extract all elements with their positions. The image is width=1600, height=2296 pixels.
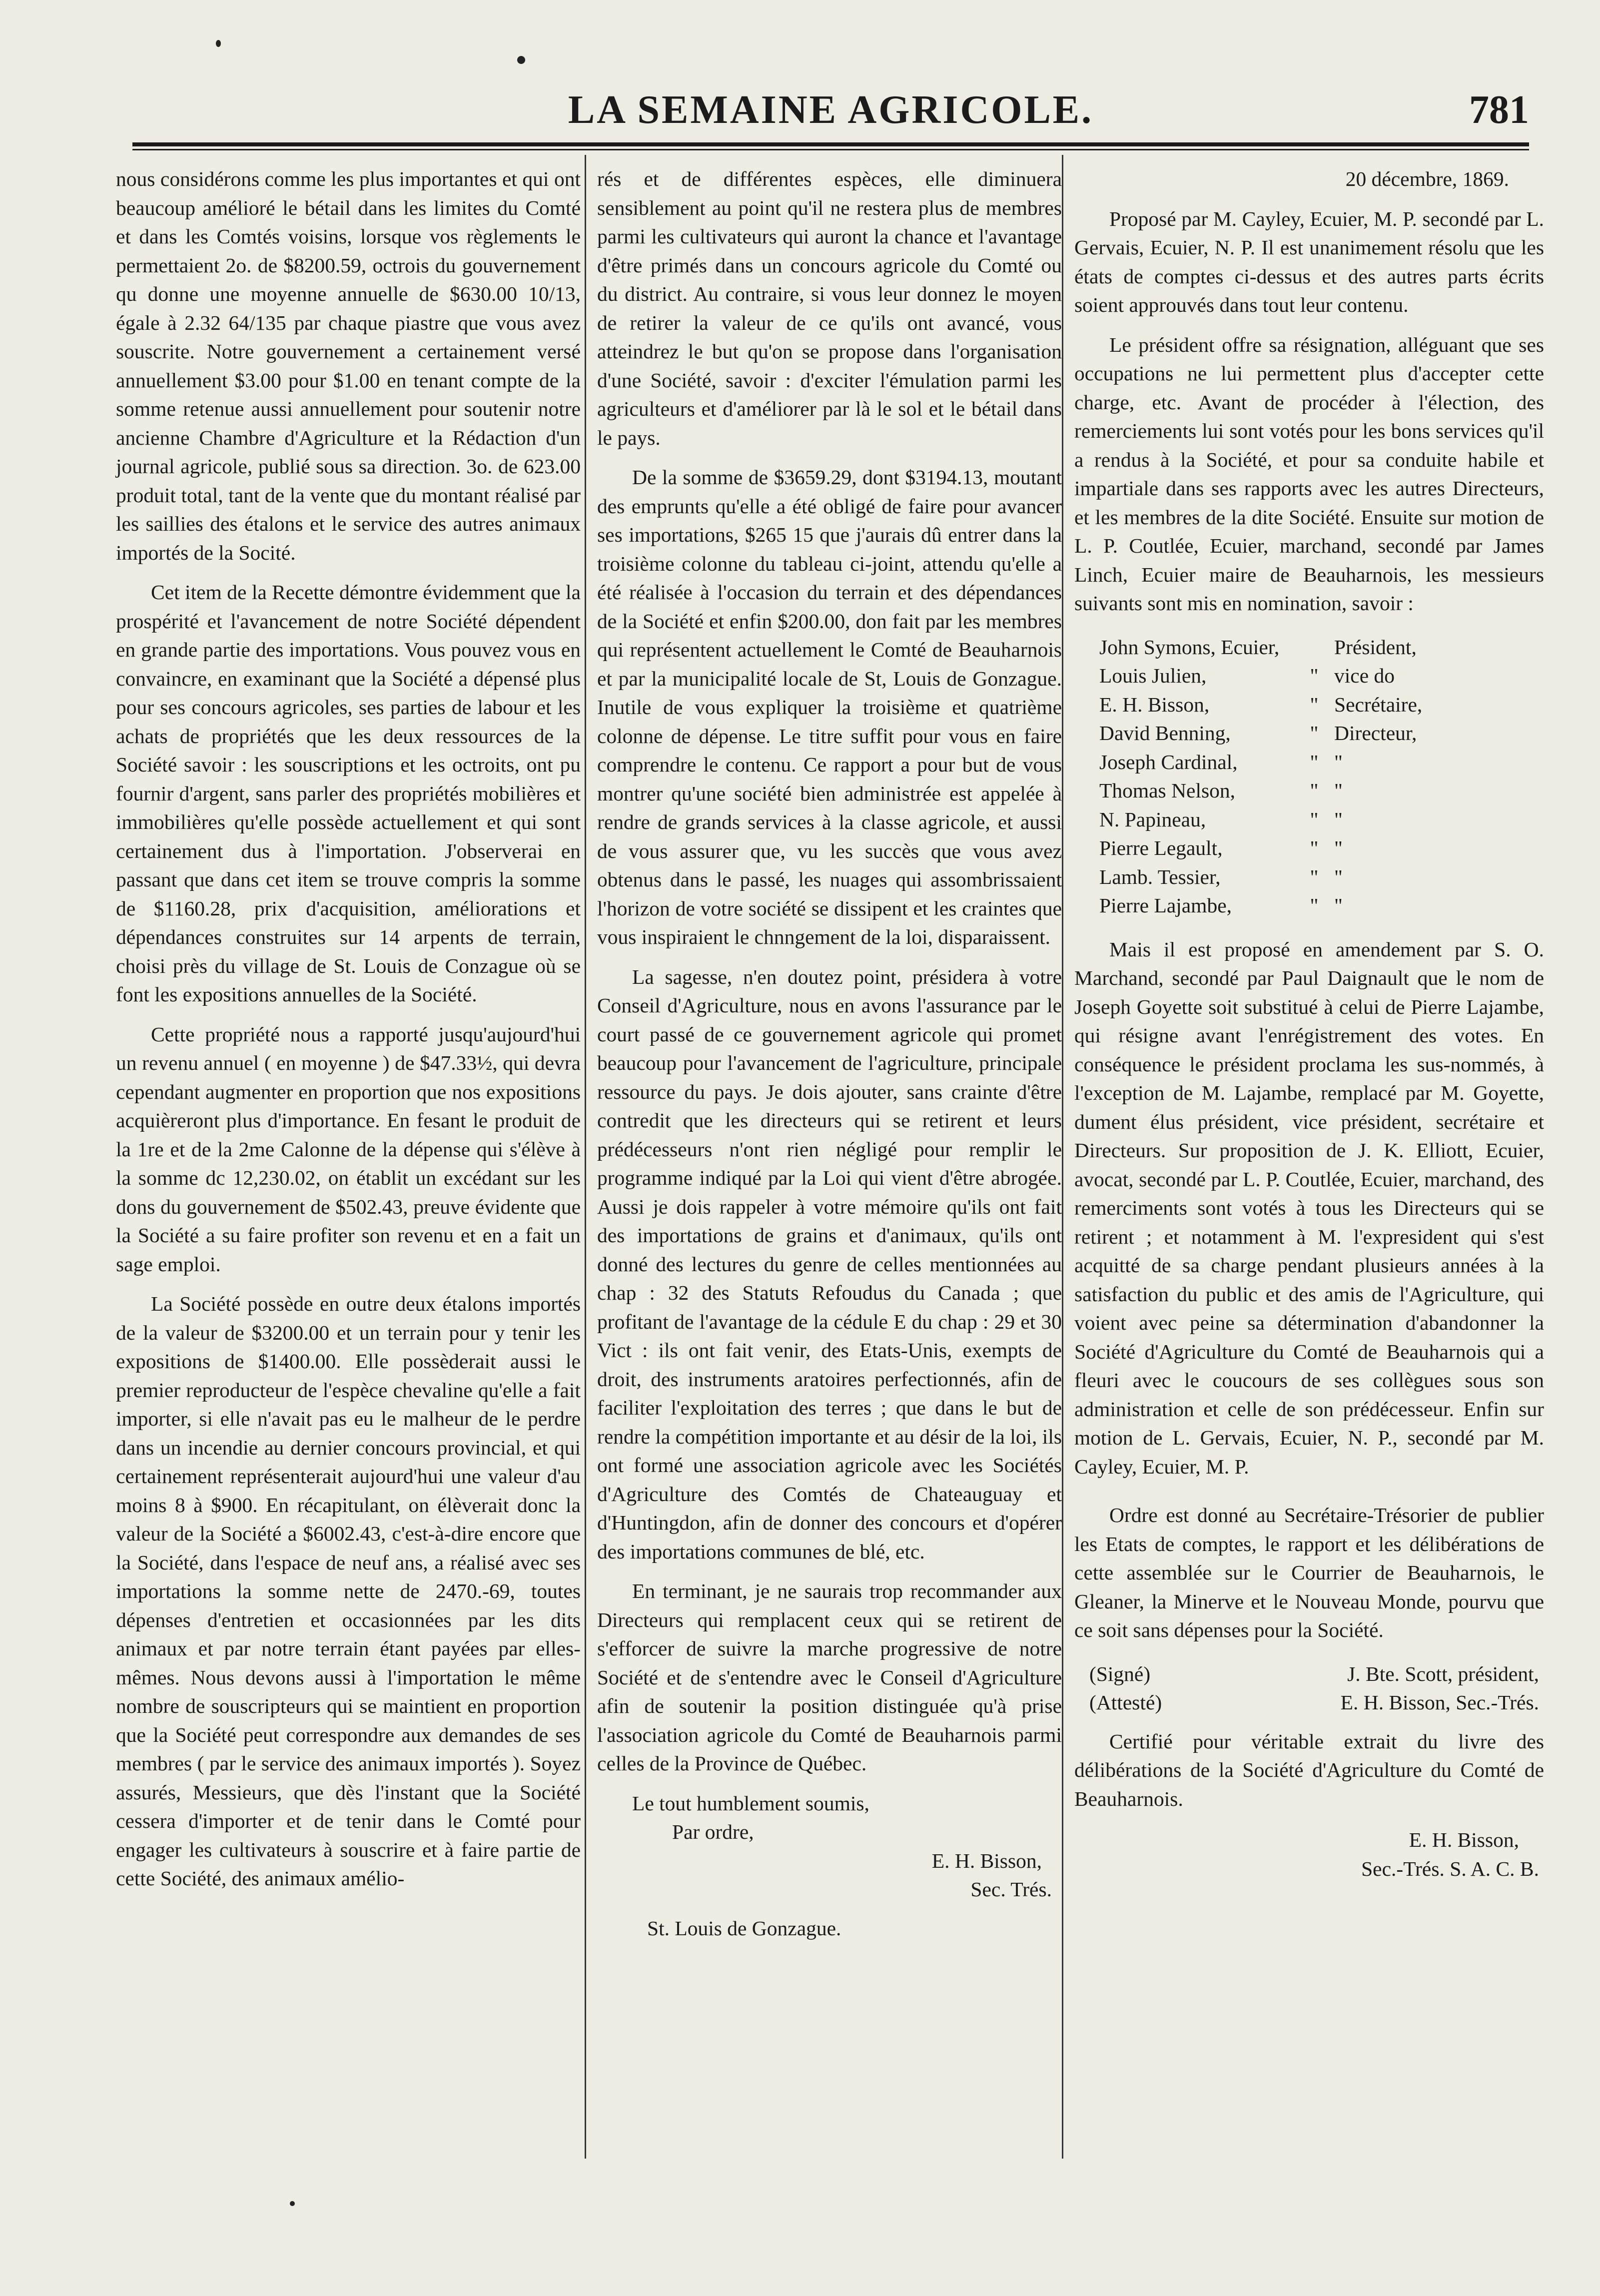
roster-row: N. Papineau, " " (1099, 807, 1343, 831)
attested-line (1074, 1688, 1544, 1717)
signed-line (1074, 1660, 1544, 1689)
meeting-date: 20 décembre, 1869. (1345, 167, 1509, 190)
signed-label: (Signé) (1089, 1662, 1151, 1685)
paragraph: Proposé par M. Cayley, Ecuier, M. P. secondé par L. Gervais, Ecuier, N. P. Il est unanimement résolu que les états de comptes ci-dessus et des autres parts écrits soient approuvés dans tout leur contenu. (1074, 207, 1544, 316)
paragraph: rés et de différentes espèces, elle diminuera sensiblement au point qu'il ne restera plus de membres parmi les cultivateurs qui auront la chance et l'avantage d'être primés dans un concours agricole du Comté ou du district. Au contraire, si vous leur donnez le moyen de retirer la valeur de ce qu'ils ont avancé, vous atteindrez le but qu'on se propose dans l'organisation d'une Société, savoir : d'exciter l'émulation parmi les agriculteurs et d'améliorer par là le sol et le bétail dans le pays. (597, 167, 1062, 449)
masthead (132, 87, 1529, 137)
roster-row: E. H. Bisson, " Secrétaire, (1099, 693, 1423, 716)
paragraph: Le président offre sa résignation, alléguant que ses occupations ne lui permettent plus d'accepter cette charge, etc. Avant de procéder à l'élection, des remerciements lui sont votés pour les bons services qu'il a rendus à la Société, et pour sa conduite habile et impartiale dans ses rapports avec les autres Directeurs, et les membres de la dite Société. Ensuite sur motion de L. P. Coutlée, Ecuier, marchand, secondé par James Linch, Ecuier maire de Beauharnois, les messieurs suivants sont mis en nomination, savoir : (1074, 333, 1544, 615)
scan-speck (290, 2201, 295, 2206)
paragraph: nous considérons comme les plus importantes et qui ont beaucoup amélioré le bétail dans les limites du Comté et dans les Comtés voisins, lorsque vos règlements le permettaient 2o. de $8200.59, octrois du gouvernement qu donne une moyenne annuelle de $630.00 10/13, égale à 2.32 64/135 par chaque piastre que vous avez souscrite. Notre gouvernement a certainement versé annuellement $3.00 pour $1.00 en tenant compte de la somme retenue aussi annuellement pour soutenir notre ancienne Chambre d'Agriculture et la Rédaction d'un journal agricole, publié sous sa direction. 3o. de 623.00 produit total, tant de la vente que du montant réalisé par les saillies des étalons et le service des autres animaux importés de la Socité. (116, 167, 581, 564)
paragraph: La sagesse, n'en doutez point, présidera à votre Conseil d'Agriculture, nous en avons l'assurance par le court passé de ce gouvernement agricole qui promet beaucoup pour l'avancement de l'agriculture, principale ressource du pays. Je dois ajouter, sans crainte d'être contredit que les directeurs qui se retirent et leurs prédécesseurs n'ont rien négligé pour remplir le programme indiqué par la Loi qui vient d'être abrogée. Aussi je dois rappeler à votre mémoire qu'ils ont fait des importations de grains et d'animaux, qu'ils ont donné des lectures du genre de celles mentionnées au chap : 32 des Statuts Refoudus du Canada ; que profitant de l'avantage de la cédule E du chap : 29 et 30 Vict : ils ont fait venir, des Etats-Unis, exempts de droit, des instruments aratoires perfectionnés, afin de faciliter l'exploitation des terres ; que dans le but de rendre la compétition importante et au désir de la loi, ils ont formé une association agricole avec les Sociétés d'Agriculture des Comtés de Chateauguay et d'Huntingdon, afin de donner des concours et d'opérer des importations communes de blé, etc. (597, 965, 1062, 1563)
column-3 (1074, 165, 1544, 1883)
column-divider (585, 155, 586, 2159)
attested-name: E. H. Bisson, Sec.-Trés. (1340, 1691, 1539, 1714)
paragraph: Ordre est donné au Secrétaire-Trésorier de publier les Etats de comptes, le rapport et les délibérations de cette assemblée sur le Courrier de Beauharnois, le Gleaner, la Minerve et le Nouveau Monde, pourvu que ce soit sans dépenses pour la Société. (1074, 1504, 1544, 1641)
closing-humble: Le tout humblement soumis, (632, 1791, 869, 1815)
signed-name: J. Bte. Scott, président, (1347, 1662, 1539, 1685)
roster-row: Thomas Nelson, " " (1099, 779, 1343, 802)
closing-signature-name: E. H. Bisson, (931, 1849, 1042, 1872)
final-signature-name: E. H. Bisson, (1409, 1828, 1519, 1851)
column-divider (1062, 155, 1063, 2159)
final-signature-role: Sec.-Trés. S. A. C. B. (1361, 1857, 1539, 1880)
roster-row: Louis Julien, " vice do (1099, 664, 1395, 687)
paragraph: Mais il est proposé en amendement par S. O. Marchand, secondé par Paul Daignault que le nom de Joseph Goyette soit substitué à celui de Pierre Lajambe, qui résigne avant l'enrégistrement des votes. En conséquence le président proclama les sus-nommés, à l'exception de M. Lajambe, remplacé par M. Goyette, dument élus président, vice président, secrétaire et Directeurs. Sur proposition de J. K. Elliott, Ecuier, avocat, secondé par L. P. Coutlée, Ecuier, marchand, des remerciments sont votés à tous les Directeurs qui se retirent ; et notamment à M. l'expresident qui s'est acquitté de sa charge pendant plusieurs années à la satisfaction du public et des amis de l'Agriculture, qui voient avec peine sa détermination d'abandonner la Société d'Agriculture du Comté de Beauharnois qui a fleuri avec le coucours de ses collègues sous son administration et celle de son prédécesseur. Enfin sur motion de L. Gervais, Ecuier, N. P., secondé par M. Cayley, Ecuier, M. P. (1074, 937, 1544, 1478)
roster-row: Lamb. Tessier, " " (1099, 865, 1343, 888)
paragraph: Certifié pour véritable extrait du livre des délibérations de la Société d'Agriculture du Comté de Beauharnois. (1074, 1729, 1544, 1810)
scan-speck (216, 40, 221, 47)
closing-signature-role: Sec. Trés. (970, 1878, 1052, 1901)
roster-row: Pierre Lajambe, " " (1099, 894, 1343, 917)
paragraph: De la somme de $3659.29, dont $3194.13, moutant des emprunts qu'elle a été obligé de faire pour avancer ses importations, $265 15 que j'aurais dû entrer dans la troisième colonne du tableau ci-joint, attendu qu'elle a été réalisée à l'occasion du terrain et des dépendances de la Société et enfin $200.00, don fait par les membres qui représentent actuellement le Comté de Beauharnois et par la municipalité locale de St, Louis de Gonzague. Inutile de vous expliquer la troisième et quatrième colonne de dépense. Le titre suffit pour vous en faire comprendre le contenu. Ce rapport a pour but de vous montrer qu'une société bien administrée est appelée à rendre de grands services à la classe agricole, et aussi de vous assurer que, vu les succès que vous avez obtenus dans le passé, les nuages qui assombrissaient l'horizon de votre société se dissipent et les craintes que vous inspiraient le chnngement de la loi, disparaissent. (597, 466, 1062, 948)
roster-row: Joseph Cardinal, " " (1099, 750, 1343, 773)
paragraph: Cette propriété nous a rapporté jusqu'aujourd'hui un revenu annuel ( en moyenne ) de $47.33½, qui devra cependant augmenter en proportion que nos expositions acquièreront plus d'importance. En fesant le produit de la 1re et de la 2me Calonne de la dépense qui s'élève à la somme dc 12,230.02, on établit un excédant sur les dons du gouvernement de $502.43, preuve évidente que la Société a su faire profiter son revenu et en a fait un sage emploi. (116, 1022, 581, 1276)
scan-speck (517, 56, 525, 64)
header-rule-thick (132, 142, 1529, 146)
roster-row: Pierre Legault, " " (1099, 836, 1343, 859)
column-1 (116, 165, 581, 1893)
closing-place: St. Louis de Gonzague. (647, 1916, 841, 1940)
column-2 (597, 165, 1062, 1943)
roster-row: David Benning, " Directeur, (1099, 722, 1417, 745)
roster-row: John Symons, Ecuier, Président, (1099, 635, 1417, 659)
paragraph: En terminant, je ne saurais trop recommander aux Directeurs qui remplacent ceux qui se retirent de s'efforcer de suivre la marche progressive de notre Société et de s'entendre avec le Conseil d'Agriculture afin de soutenir la position distinguée qu'à prise l'association agricole du Comté de Beauharnois parmi celles de la Province de Québec. (597, 1579, 1062, 1775)
attested-label: (Attesté) (1089, 1691, 1162, 1714)
paragraph: Cet item de la Recette démontre évidemment que la prospérité et l'avancement de notre Société dépendent en grande partie des importations. Vous pouvez vous en convaincre, en examinant que la Société a dépensé plus pour ses concours agricoles, ses parties de labour et les achats de propriétés que les deux ressources de la Société savoir : les souscriptions et les octroits, ont pu fournir d'argent, sans parler des propriétés mobilières et immobilières qu'elle possède actuellement et qui sont certainement dus à l'importation. J'observerai en passant que dans cet item se trouve compris la somme de $1160.28, prix d'acquisition, améliorations et dépendances construites sur 14 arpents de terrain, choisi près du village de St. Louis de Conzague où se font les expositions annuelles de la Société. (116, 581, 581, 1006)
closing-order: Par ordre, (672, 1820, 754, 1843)
header-rule-thin (132, 149, 1529, 150)
publication-title: LA SEMAINE AGRICOLE. (568, 88, 1094, 132)
page-number: 781 (1469, 88, 1529, 132)
nomination-roster (1099, 633, 1544, 920)
paragraph: La Société possède en outre deux étalons importés de la valeur de $3200.00 et un terrain pour y tenir les expositions de $1400.00. Elle possèderait aussi le premier reproducteur de l'espèce chevaline qu'elle a fait importer, si elle n'avait pas eu le malheur de le perdre dans un incendie au dernier concours provincial, et qui certainement représenterait aujourd'hui une valeur d'au moins 8 à $900. En récapitulant, on élèverait donc la valeur de la Société a $6002.43, c'est-à-dire encore que la Société, dans l'espace de neuf ans, a réalisé avec ses importations la somme nette de 2470.-69, toutes dépenses d'entretien et occasionnées par les dits animaux et par notre terrain étant payées par elles-mêmes. Nous devons aussi à l'importation le même nombre de souscripteurs qui se maintient en proportion que la Société peut correspondre aux demandes de ses membres ( par le service des animaux importés ). Soyez assurés, Messieurs, que dès l'instant que la Société cessera d'importer et de tenir dans le Comté pour engager les cultivateurs à souscrire et à faire partie de cette Société, des animaux amélio- (116, 1292, 581, 1890)
